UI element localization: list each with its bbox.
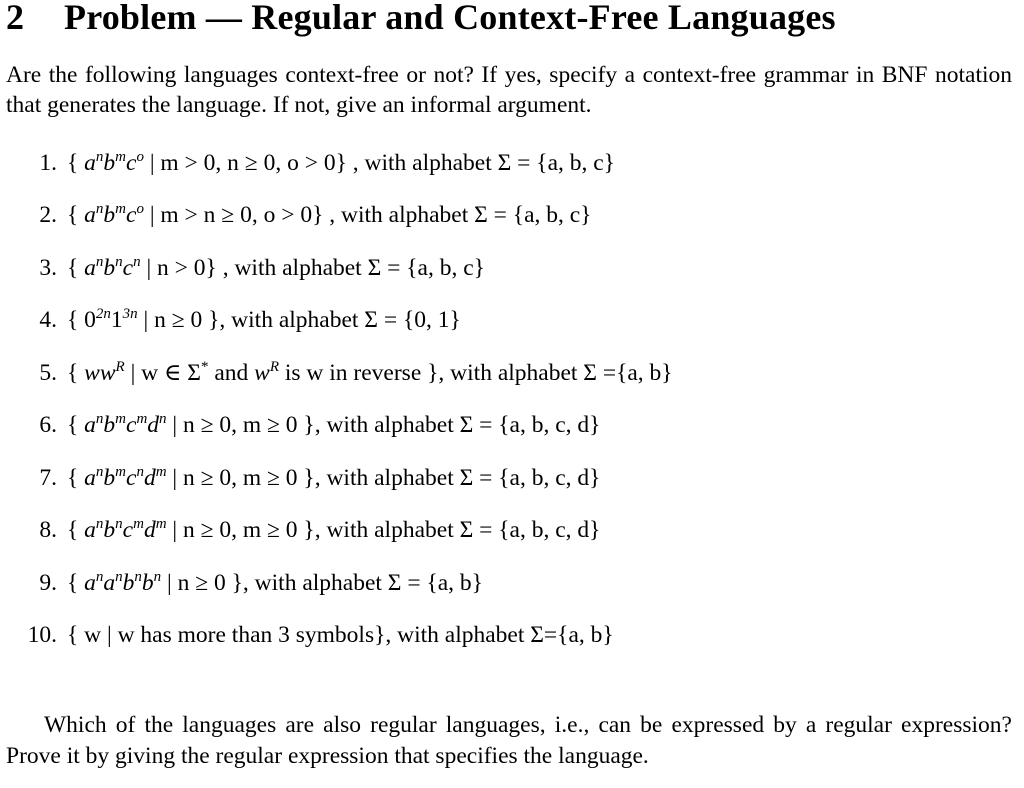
item-number: 10. [27, 622, 57, 648]
list-item [0, 409, 1020, 441]
language-expression: $a^nb^nc^md^m$ [84, 516, 167, 543]
language-definition: { $ww^R$ | w ∈ Σ* and $w^R$ is w in reverse }, with alphabet Σ ={a, b} [67, 359, 673, 386]
language-expression: $a^na^nb^nb^n$ [84, 569, 162, 596]
language-expression: $a^nb^mc^md^n$ [84, 411, 167, 438]
closing-paragraph: Which of the languages are also regular languages, i.e., can be expressed by a regular expression? Prove it by giving the regular expression that specifies the language. [6, 712, 1012, 769]
list-item [0, 357, 1020, 389]
language-definition: { $a^nb^nc^md^m$ | n ≥ 0, m ≥ 0 }, with alphabet Σ = {a, b, c, d} [67, 516, 601, 543]
list-item [0, 619, 1020, 651]
language-expression: $ww^R$ [84, 359, 125, 386]
list-item [0, 514, 1020, 546]
language-expression: $a^nb^mc^o$ [84, 201, 144, 228]
section-heading [6, 0, 836, 38]
language-definition: { $a^nb^nc^n$ | n > 0} , with alphabet Σ = {a, b, c} [67, 254, 485, 281]
list-item [0, 147, 1020, 179]
item-number: 4. [39, 307, 57, 333]
item-number: 2. [39, 202, 57, 228]
language-definition: { $a^nb^mc^nd^m$ | n ≥ 0, m ≥ 0 }, with alphabet Σ = {a, b, c, d} [67, 464, 601, 491]
item-number: 6. [39, 412, 57, 438]
list-item [0, 567, 1020, 599]
list-item [0, 304, 1020, 336]
list-item [0, 462, 1020, 494]
language-definition: { $a^nb^mc^o$ | m > n ≥ 0, o > 0} , with alphabet Σ = {a, b, c} [67, 201, 592, 228]
item-number: 3. [39, 255, 57, 281]
language-expression: $0^{2n}1^{3n}$ [84, 306, 138, 333]
item-number: 9. [39, 570, 57, 596]
section-number: 2 [6, 0, 25, 37]
language-definition: { $0^{2n}1^{3n}$ | n ≥ 0 }, with alphabet Σ = {0, 1} [67, 306, 461, 333]
language-expression: $a^nb^mc^o$ [84, 149, 144, 176]
list-item [0, 252, 1020, 284]
language-definition: { $a^nb^mc^md^n$ | n ≥ 0, m ≥ 0 }, with alphabet Σ = {a, b, c, d} [67, 411, 601, 438]
language-expression: $a^nb^mc^nd^m$ [84, 464, 167, 491]
item-number: 8. [39, 517, 57, 543]
language-definition: { w | w has more than 3 symbols}, with alphabet Σ={a, b} [67, 622, 614, 648]
language-definition: { $a^na^nb^nb^n$ | n ≥ 0 }, with alphabet Σ = {a, b} [67, 569, 483, 596]
intro-paragraph: Are the following languages context-free or not? If yes, specify a context-free grammar in BNF notation that generates the language. If not, give an informal argument. [6, 62, 1012, 118]
section-title: Problem — Regular and Context-Free Languages [64, 0, 836, 37]
item-number: 7. [39, 465, 57, 491]
item-number: 1. [39, 150, 57, 176]
language-definition: { $a^nb^mc^o$ | m > 0, n ≥ 0, o > 0} , with alphabet Σ = {a, b, c} [67, 149, 615, 176]
list-item [0, 199, 1020, 231]
language-expression: $a^nb^nc^n$ [84, 254, 141, 281]
item-number: 5. [39, 360, 57, 386]
